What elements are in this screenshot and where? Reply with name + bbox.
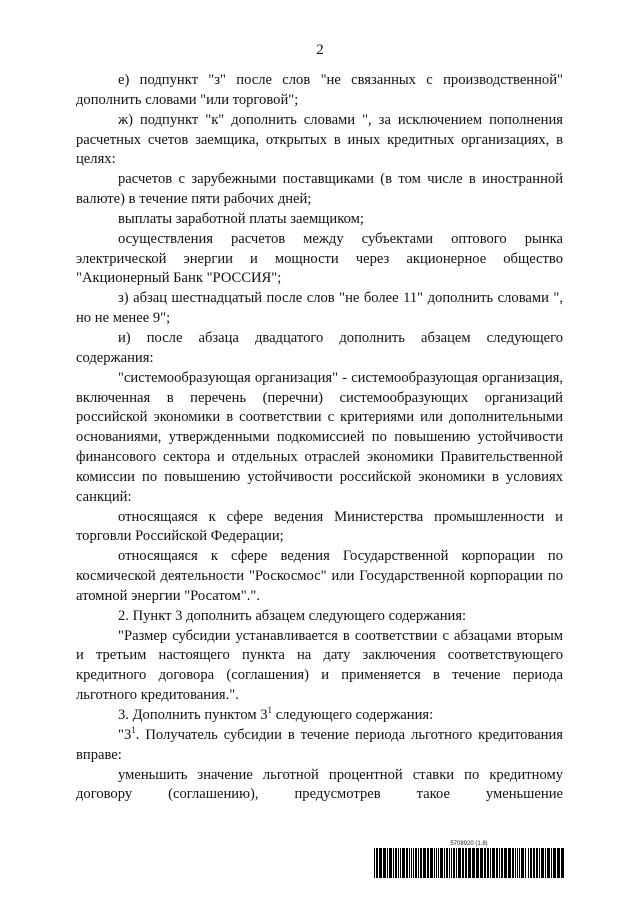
superscript: 1	[267, 705, 273, 715]
paragraph: и) после абзаца двадцатого дополнить абзацем следующего содержания:	[76, 329, 563, 366]
paragraph-text: 3. Дополнить пунктом 3	[118, 707, 268, 723]
paragraph: е) подпункт "з" после слов "не связанных с производственной" дополнить словами "или торговой";	[76, 72, 563, 108]
paragraph-text: "3	[118, 726, 132, 743]
paragraph: "системообразующая организация" - системообразующая организация, включенная в перечень (перечни) системообразующих организаций российской экономики в соответствии с критериями или дополнительными основаниями, утвержденными подкомиссией по повышению устойчивости финансового сектора и отдельных отраслей экономики Правительственной комиссии по повышению устойчивости российской экономики в условиях санкций:	[76, 369, 563, 505]
paragraph: выплаты заработной платы заемщиком;	[118, 210, 364, 227]
paragraph	[76, 726, 563, 766]
barcode-block	[374, 841, 564, 878]
paragraph: ж) подпункт "к" дополнить словами ", за исключением пополнения расчетных счетов заемщика, открытых в иных кредитных организациях, в целях:	[76, 111, 563, 168]
barcode-caption: 5708920 (1.8)	[450, 841, 488, 847]
paragraph-text: . Получатель субсидии в течение периода льготного кредитования вправе:	[76, 726, 563, 763]
paragraph: расчетов с зарубежными поставщиками (в том числе в иностранной валюте) в течение пяти рабочих дней;	[76, 171, 563, 208]
paragraph	[76, 706, 563, 726]
barcode-icon	[374, 848, 564, 878]
superscript: 1	[131, 724, 136, 735]
paragraph-text: следующего содержания:	[272, 707, 434, 723]
paragraph: "Размер субсидии устанавливается в соответствии с абзацами вторым и третьим настоящего пункта на дату заключения соответствующего кредитного договора (соглашения) и применяется в течение периода льготного кредитования.".	[76, 627, 563, 704]
paragraph: относящаяся к сфере ведения Государственной корпорации по космической деятельности "Роскосмос" или Государственной корпорации по атомной энергии "Росатом".".	[76, 548, 563, 604]
paragraph: уменьшить значение льготной процентной ставки по кредитному договору (соглашению), предусмотрев такое уменьшение	[76, 766, 563, 803]
page-number: 2	[316, 42, 324, 58]
paragraph: относящаяся к сфере ведения Министерства промышленности и торговли Российской Федерации;	[76, 508, 563, 545]
document-body	[76, 71, 563, 805]
paragraph: з) абзац шестнадцатый после слов "не более 11" дополнить словами ", но не менее 9";	[76, 290, 563, 327]
paragraph: 2. Пункт 3 дополнить абзацем следующего содержания:	[118, 607, 467, 624]
paragraph: осуществления расчетов между субъектами оптового рынка электрической энергии и мощности через акционерное общество "Акционерный Банк "РОССИЯ";	[76, 230, 563, 287]
